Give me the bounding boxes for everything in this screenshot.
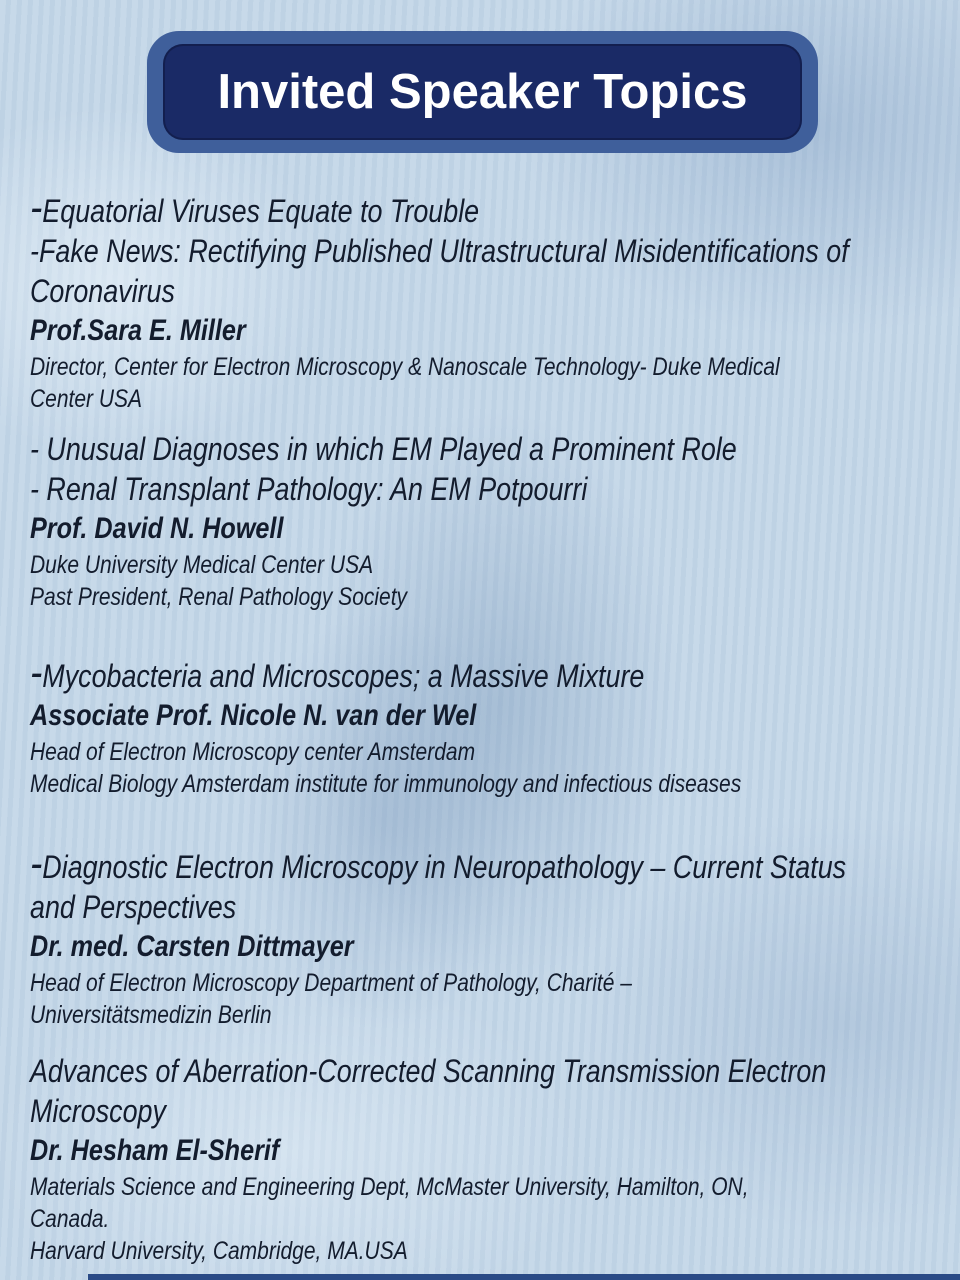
affiliation-line: Director, Center for Electron Microscopy & Nanoscale Technology- Duke Medical [30,353,780,381]
affiliation-line: Medical Biology Amsterdam institute for immunology and infectious diseases [30,770,742,798]
topic-line: - Renal Transplant Pathology: An EM Potpourri [30,471,588,507]
topic-line: Coronavirus [30,273,175,309]
topic-line: -Mycobacteria and Microscopes; a Massive Mixture [30,648,645,697]
speaker-name: Prof. David N. Howell [30,512,284,545]
speaker-name: Prof.Sara E. Miller [30,314,246,347]
page-title: Invited Speaker Topics [217,64,748,119]
affiliation-line: Universitätsmedizin Berlin [30,1001,272,1029]
affiliation-line: Center USA [30,385,143,413]
affiliation-line: Canada. [30,1205,110,1233]
affiliation-line: Duke University Medical Center USA [30,551,374,579]
bottom-page-edge [88,1274,960,1280]
speaker-block [30,839,937,1031]
topic-line: and Perspectives [30,889,237,925]
topic-line: Advances of Aberration-Corrected Scanning Transmission Electron [30,1053,827,1089]
speaker-list [30,183,937,1267]
title-banner-inner [163,44,802,140]
large-dash: - [30,648,43,697]
large-dash: - [30,839,43,888]
affiliation-line: Head of Electron Microscopy Department of Pathology, Charité – [30,969,632,997]
affiliation-line: Materials Science and Engineering Dept, McMaster University, Hamilton, ON, [30,1173,749,1201]
topic-line: Microscopy [30,1093,166,1129]
title-banner [147,31,818,153]
affiliation-line: Head of Electron Microscopy center Amsterdam [30,738,476,766]
topic-line: -Fake News: Rectifying Published Ultrastructural Misidentifications of [30,233,849,269]
affiliation-line: Past President, Renal Pathology Society [30,583,408,611]
speaker-name: Dr. med. Carsten Dittmayer [30,930,354,963]
speaker-name: Dr. Hesham El-Sherif [30,1134,280,1167]
speaker-block [30,1051,937,1267]
speaker-block [30,183,937,415]
topic-line: -Equatorial Viruses Equate to Trouble [30,183,480,232]
large-dash: - [30,183,43,232]
speaker-name: Associate Prof. Nicole N. van der Wel [30,699,477,732]
topic-line: -Diagnostic Electron Microscopy in Neuropathology – Current Status [30,839,847,888]
speaker-block [30,648,937,800]
topic-line: - Unusual Diagnoses in which EM Played a Prominent Role [30,431,737,467]
speaker-block [30,429,937,613]
affiliation-line: Harvard University, Cambridge, MA.USA [30,1237,408,1265]
